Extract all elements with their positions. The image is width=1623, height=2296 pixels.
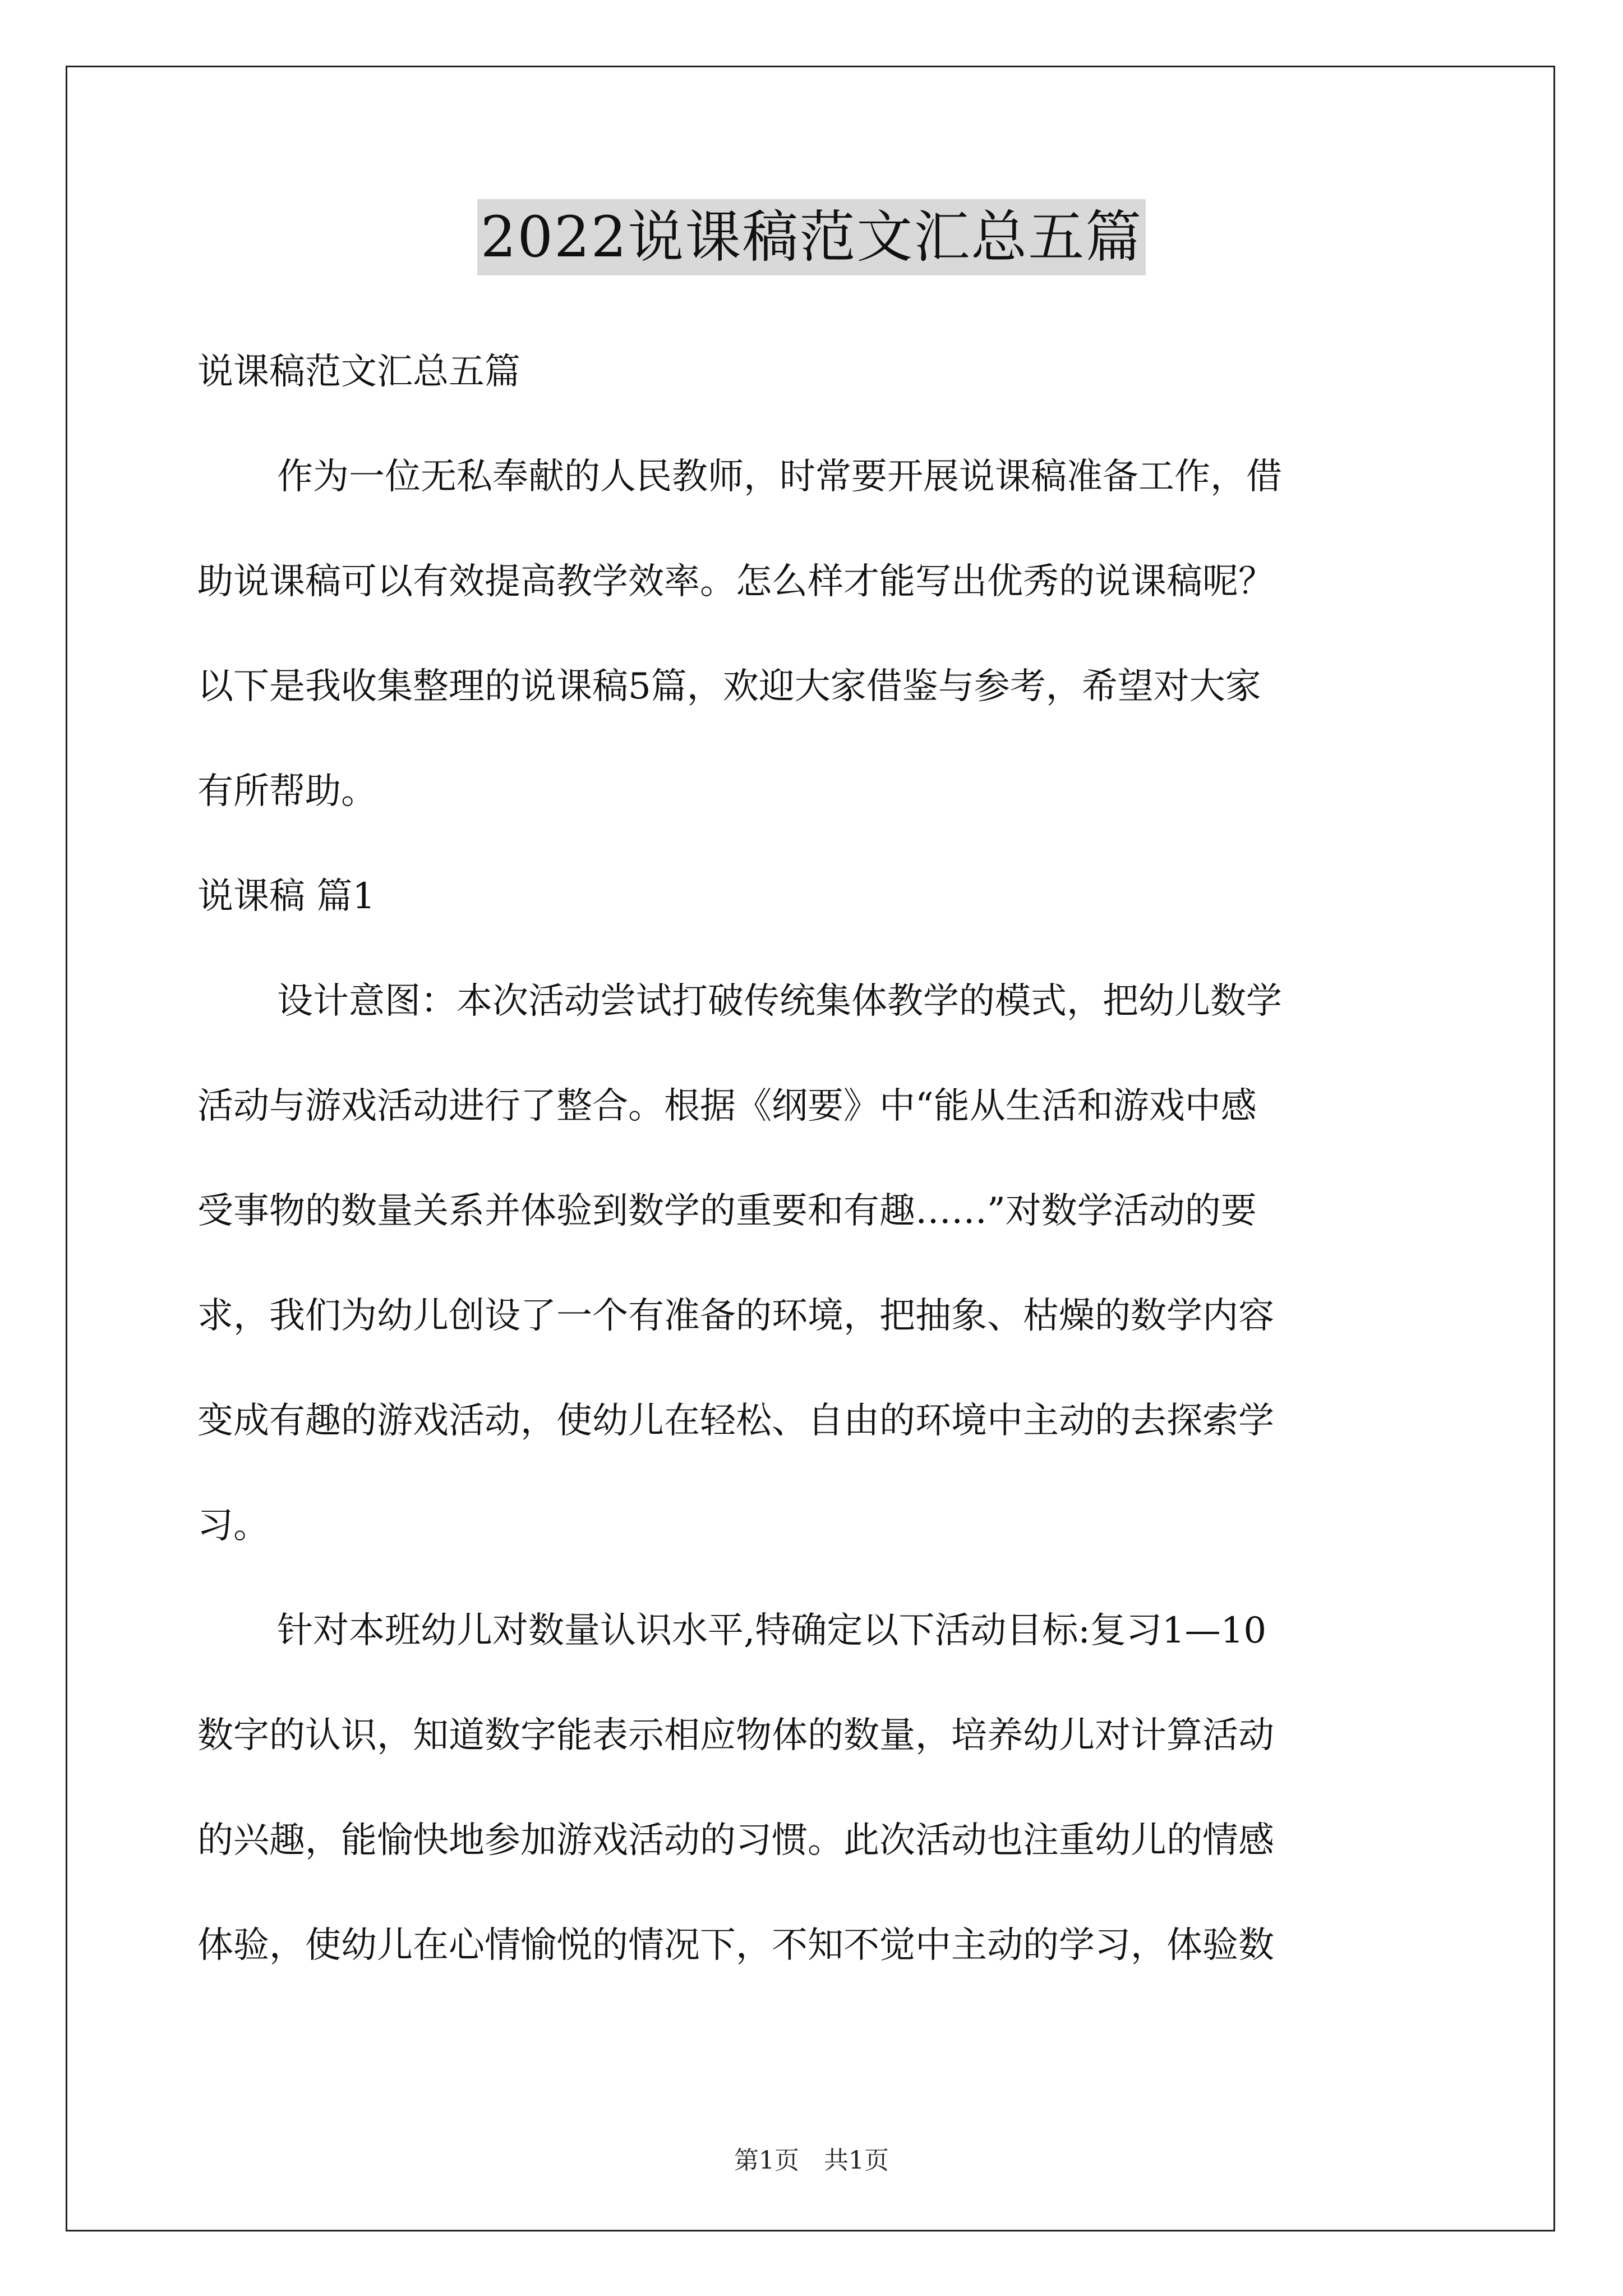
document-title: 2022说课稿范文汇总五篇 [477,199,1146,275]
intro-line-1: 作为一位无私奉献的人民教师，时常要开展说课稿准备工作，借 [277,456,1282,498]
intro-line-3: 以下是我收集整理的说课稿5篇，欢迎大家借鉴与参考，希望对大家 [197,666,1261,707]
para2-line-4: 体验，使幼儿在心情愉悦的情况下，不知不觉中主动的学习，体验数 [197,1925,1274,1966]
page-footer: 第1页 共1页 [734,2146,889,2175]
para1-line-3: 受事物的数量关系并体验到数学的重要和有趣……”对数学活动的要 [197,1190,1257,1232]
para2-line-1: 针对本班幼儿对数量认识水平,特确定以下活动目标:复习1—10 [277,1610,1267,1651]
intro-line-4: 有所帮助。 [197,771,377,812]
para1-line-5: 变成有趣的游戏活动，使幼儿在轻松、自由的环境中主动的去探索学 [197,1400,1274,1442]
section-heading: 说课稿 篇1 [197,876,376,917]
para1-line-2: 活动与游戏活动进行了整合。根据《纲要》中“能从生活和游戏中感 [197,1085,1257,1127]
title-container [0,199,1623,275]
document-body [197,345,1431,1973]
intro-line-2: 助说课稿可以有效提高教学效率。怎么样才能写出优秀的说课稿呢？ [197,561,1274,602]
para2-line-2: 数字的认识，知道数字能表示相应物体的数量，培养幼儿对计算活动 [197,1715,1274,1756]
para1-line-6: 习。 [197,1505,269,1547]
para2-line-3: 的兴趣，能愉快地参加游戏活动的习惯。此次活动也注重幼儿的情感 [197,1820,1274,1861]
para1-line-4: 求，我们为幼儿创设了一个有准备的环境，把抽象、枯燥的数学内容 [197,1295,1274,1337]
subtitle: 说课稿范文汇总五篇 [197,351,520,393]
para1-line-1: 设计意图：本次活动尝试打破传统集体教学的模式，把幼儿数学 [277,981,1282,1022]
